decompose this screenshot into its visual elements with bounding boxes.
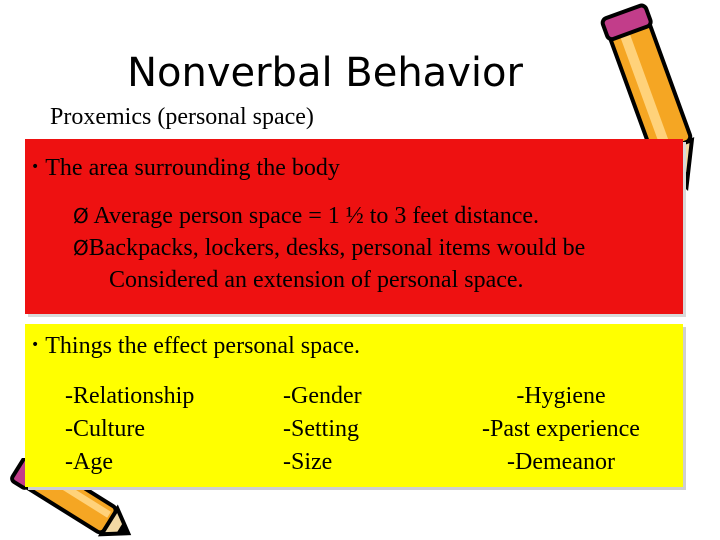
definition-box xyxy=(25,139,683,314)
factors-heading-line xyxy=(31,333,360,360)
factors-column-1 xyxy=(65,380,194,479)
factor-item: -Size xyxy=(283,449,333,475)
factors-column-3 xyxy=(461,380,661,479)
bullet-icon: • xyxy=(31,159,40,175)
point-line-2 xyxy=(73,235,585,262)
factor-item: -Age xyxy=(65,449,113,475)
factor-item: -Demeanor xyxy=(507,449,615,475)
point-text-1: Average person space = 1 ½ to 3 feet distance. xyxy=(93,203,540,229)
bullet-icon: • xyxy=(31,337,40,353)
arrow-bullet-icon: Ø xyxy=(73,204,89,228)
factors-heading: Things the effect personal space. xyxy=(45,333,361,359)
arrow-bullet-icon: Ø xyxy=(73,236,89,260)
factor-item: -Setting xyxy=(283,416,359,442)
point-text-2: Backpacks, lockers, desks, personal items would be xyxy=(88,235,586,261)
factor-item: -Relationship xyxy=(65,383,195,409)
factors-box xyxy=(25,324,683,487)
factor-item: -Past experience xyxy=(482,416,640,442)
factors-column-2 xyxy=(283,380,362,479)
factor-item: -Hygiene xyxy=(516,383,606,409)
slide-subtitle: Proxemics (personal space) xyxy=(50,104,314,130)
definition-line xyxy=(31,155,340,182)
slide-title: Nonverbal Behavior xyxy=(127,50,523,96)
factor-item: -Gender xyxy=(283,383,362,409)
factor-item: -Culture xyxy=(65,416,145,442)
point-line-1 xyxy=(73,203,539,230)
point-text-2-continued: Considered an extension of personal space. xyxy=(109,267,524,293)
definition-text: The area surrounding the body xyxy=(45,155,340,181)
